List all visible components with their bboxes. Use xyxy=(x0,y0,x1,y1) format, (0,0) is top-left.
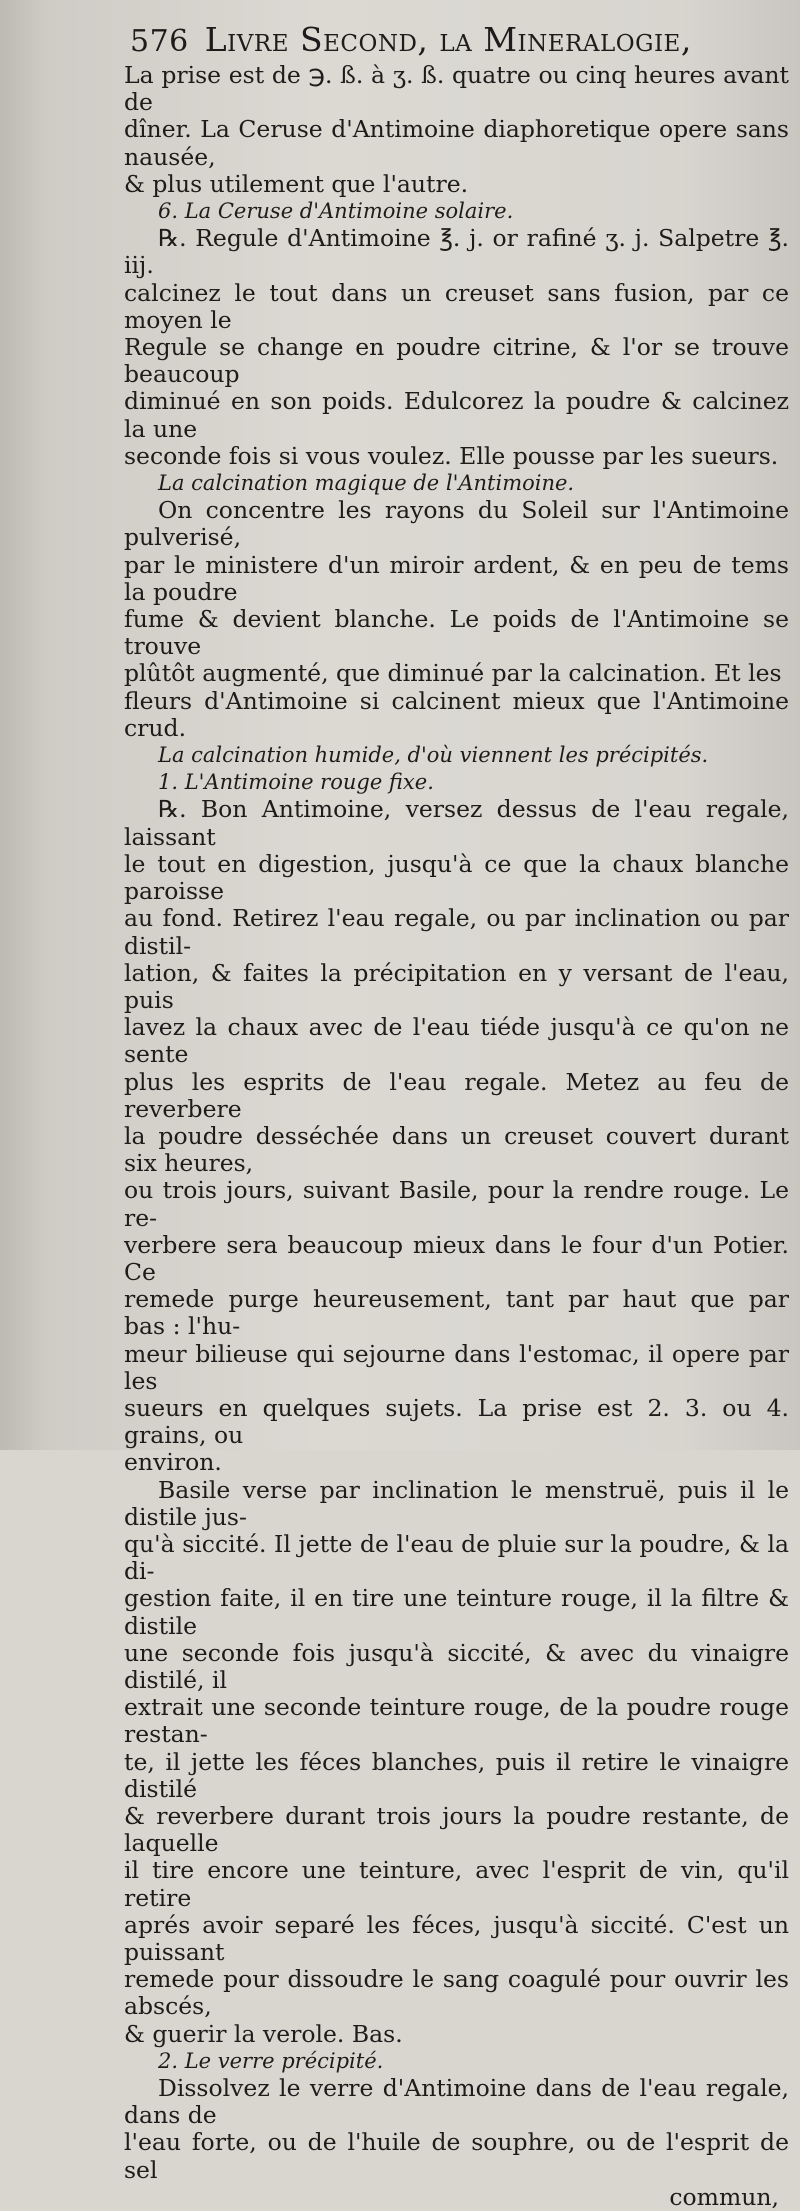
section-heading: La calcination magique de l'Antimoine. xyxy=(158,471,575,496)
text-line: lavez la chaux avec de l'eau tiéde jusqu'à ce qu'on ne sente xyxy=(124,1013,789,1069)
text-line: plûtôt augmenté, que diminué par la calcination. Et les xyxy=(124,659,782,688)
text-line: ℞. Regule d'Antimoine ℥. j. or rafiné ʒ. j. Salpetre ℥. iij. xyxy=(124,224,789,280)
text-line: & guerir la verole. Bas. xyxy=(124,2019,403,2048)
text-line: calcinez le tout dans un creuset sans fusion, par ce moyen le xyxy=(124,278,789,334)
text-line: Basile verse par inclination le menstruë, puis il le distile jus- xyxy=(124,1475,789,1531)
text-line: Regule se change en poudre citrine, & l'or se trouve beaucoup xyxy=(124,333,789,389)
text-line: extrait une seconde teinture rouge, de la poudre rouge restan- xyxy=(124,1693,789,1749)
text-line: fleurs d'Antimoine si calcinent mieux que l'Antimoine crud. xyxy=(124,686,789,742)
text-line: aprés avoir separé les féces, jusqu'à siccité. C'est un puissant xyxy=(124,1910,789,1967)
text-line: remede purge heureusement, tant par haut que par bas : l'hu- xyxy=(124,1285,789,1341)
text-line: meur bilieuse qui sejourne dans l'estomac, il opere par les xyxy=(124,1339,789,1395)
text-line: lation, & faites la précipitation en y versant de l'eau, puis xyxy=(124,958,789,1014)
text-line: ℞. Bon Antimoine, versez dessus de l'eau regale, laissant xyxy=(124,795,789,851)
text-line: Dissolvez le verre d'Antimoine dans de l'eau regale, dans de xyxy=(124,2074,789,2130)
text-line: gestion faite, il en tire une teinture rouge, il la filtre & distile xyxy=(124,1584,789,1640)
text-line: une seconde fois jusqu'à siccité, & avec du vinaigre distilé, il xyxy=(124,1638,789,1694)
running-header xyxy=(130,22,789,60)
text-line: verbere sera beaucoup mieux dans le four d'un Potier. Ce xyxy=(124,1230,789,1286)
catchword: commun, xyxy=(669,2182,779,2211)
text-line: dîner. La Ceruse d'Antimoine diaphoretique opere sans nausée, xyxy=(124,115,789,171)
text-line: il tire encore une teinture, avec l'esprit de vin, qu'il retire xyxy=(124,1856,789,1912)
text-line: remede pour dissoudre le sang coagulé pour ouvrir les abscés, xyxy=(124,1965,789,2021)
text-line: par le ministere d'un miroir ardent, & en peu de tems la poudre xyxy=(124,550,789,606)
section-heading: 2. Le verre précipité. xyxy=(158,2048,384,2073)
text-line: la poudre desséchée dans un creuset couvert durant six heures, xyxy=(124,1121,789,1178)
text-line: & plus utilement que l'autre. xyxy=(124,169,469,198)
section-heading: 1. L'Antimoine rouge fixe. xyxy=(158,770,434,795)
text-line: & reverbere durant trois jours la poudre restante, de laquelle xyxy=(124,1802,789,1858)
page-number: 576 xyxy=(130,24,189,59)
text-line: seconde fois si vous voulez. Elle pousse par les sueurs. xyxy=(124,441,779,470)
text-line: diminué en son poids. Edulcorez la poudre & calcinez la une xyxy=(124,387,789,443)
text-line: environ. xyxy=(124,1448,222,1477)
section-heading: 6. La Ceruse d'Antimoine solaire. xyxy=(158,199,514,224)
text-line: On concentre les rayons du Soleil sur l'Antimoine pulverisé, xyxy=(124,496,789,552)
running-title: Livre Second, la Mineralogie, xyxy=(204,20,692,59)
text-line: sueurs en quelques sujets. La prise est 2. 3. ou 4. grains, ou xyxy=(124,1393,789,1450)
page-text xyxy=(124,22,789,2211)
section-heading: La calcination humide, d'où viennent les précipités. xyxy=(158,743,709,768)
text-line: au fond. Retirez l'eau regale, ou par inclination ou par distil- xyxy=(124,904,789,960)
text-line: l'eau forte, ou de l'huile de souphre, ou de l'esprit de sel xyxy=(124,2128,789,2184)
text-line: qu'à siccité. Il jette de l'eau de pluie sur la poudre, & la di- xyxy=(124,1529,789,1586)
text-line: plus les esprits de l'eau regale. Metez au feu de reverbere xyxy=(124,1067,789,1123)
text-line: fume & devient blanche. Le poids de l'Antimoine se trouve xyxy=(124,605,789,661)
text-line: La prise est de ℈. ß. à ʒ. ß. quatre ou cinq heures avant de xyxy=(124,61,789,117)
text-line: le tout en digestion, jusqu'à ce que la chaux blanche paroisse xyxy=(124,849,789,906)
text-line: ou trois jours, suivant Basile, pour la rendre rouge. Le re- xyxy=(124,1176,789,1232)
text-line: te, il jette les féces blanches, puis il retire le vinaigre distilé xyxy=(124,1747,789,1803)
